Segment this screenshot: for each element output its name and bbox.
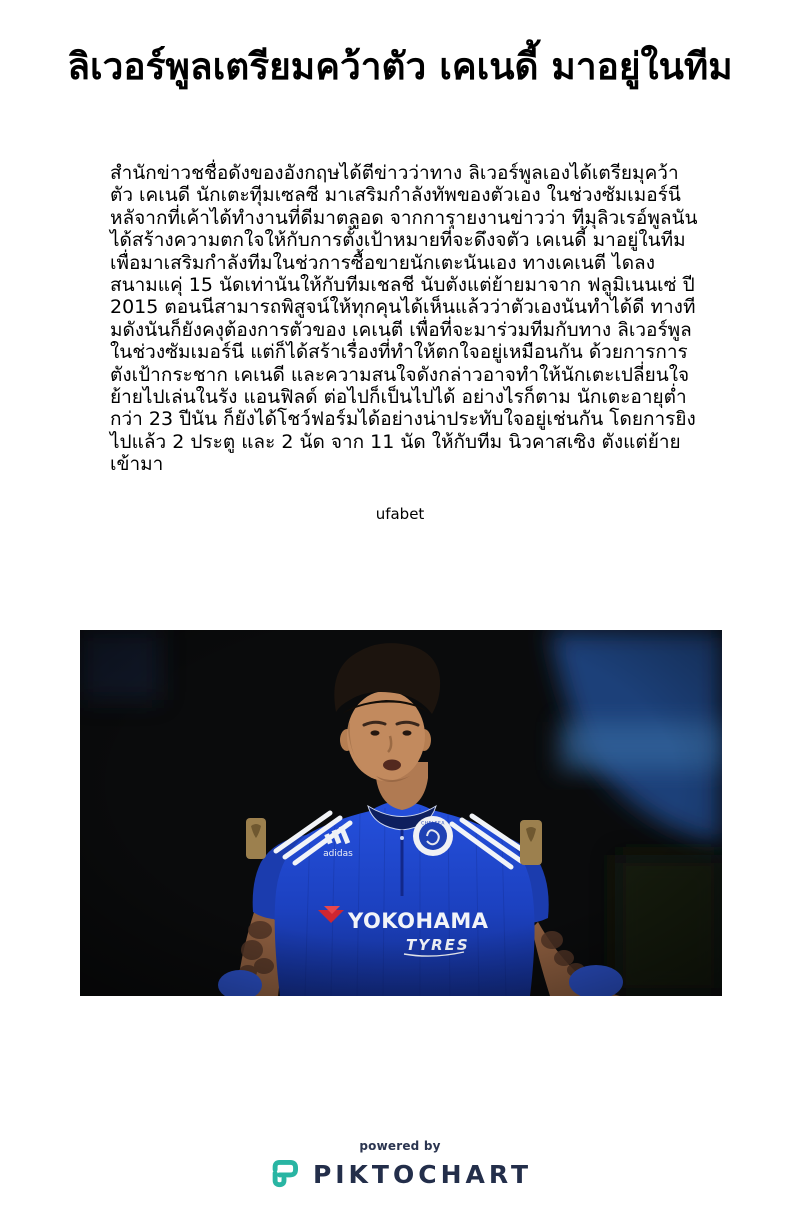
powered-by-label: powered by xyxy=(359,1139,441,1153)
piktochart-logo-icon xyxy=(268,1158,300,1190)
photo-vignette xyxy=(80,630,722,996)
piktochart-brand-text: PIKTOCHART xyxy=(312,1159,533,1189)
player-photo xyxy=(80,630,722,996)
piktochart-link[interactable] xyxy=(0,1158,800,1190)
ufabet-link[interactable]: ufabet xyxy=(375,505,425,523)
page-title: ลิเวอร์พูลเตรียมคว้าตัว เคเนดี้ มาอยู่ในทีม xyxy=(67,45,733,88)
article-body: สำนักข่าวชชื่อดังของอังกฤษได้ตีข่าวว่าทาง ลิเวอร์พูลเองได้เตรียมุคว้าตัว เคเนดี นักเตะทีุมเซลซี มาเสริมกำลังทัพของตัวเอง ในช่วงซัมเมอร์นี หลัจากที่เค้าได้ทำงานที่ดีมาตลูอด จากการุายงานข่าวว่า ทีมุลิวเรอ์พูลนัน ได้สร้างความตกใจให้กับการตั้งเป้าหมายที่จะดึงจตัว เคเนดี้ มาอยู่ในทีมเพื่อมาเสริมกำลังทีมในช่วการซื้อขายนักเตะนันเอง ทางเคเนตี ไดลงสนามแคุ่ 15 นัดเท่านันให้กับทีมเชลชี นับตังแต่ย้ายมาจาก ฟลูมิเนนเซ่ ปี 2015 ตอนนีสามารถพิสูจน์ให้ทุกคุนได้เห็นแล้วว่าตัวเองนันทำได้ดี ทางทีมดังนันก็ยังคงุต้องการตัวของ เคเนตี เพื่อที่จะมาร่วมทีมกับทาง ลิเวอร์พูล ในช่วงซัมเมอร์นี แต่ก็ได้สร้าเรื่องที่ทำให้ตกใจอยู่เหมือนกัน ด้วยการการตังเป้ากระชาก เคเนดี และความสนใจดังกล่าวอาจทำให้นักเตะเปลี่ยนใจย้ายไปเล่นในรัง แอนฟิลด์ ต่อไปก็เป็นไปได้ อย่างไรก็ตาม นักเตะอายุต่ำกว่า 23 ปีนัน ก็ยังได้โชว์ฟอร์มได้อย่างน่าประทับใจอยู่เช่นกัน โดยการยิงไปแล้ว 2 ประตู และ 2 นัด จาก 11 นัด ให้กับทีม นิวคาสเซิง ตังแต่ย้ายเข้ามา xyxy=(110,162,698,476)
player-photo-art xyxy=(80,630,722,996)
piktochart-footer xyxy=(0,1139,800,1190)
